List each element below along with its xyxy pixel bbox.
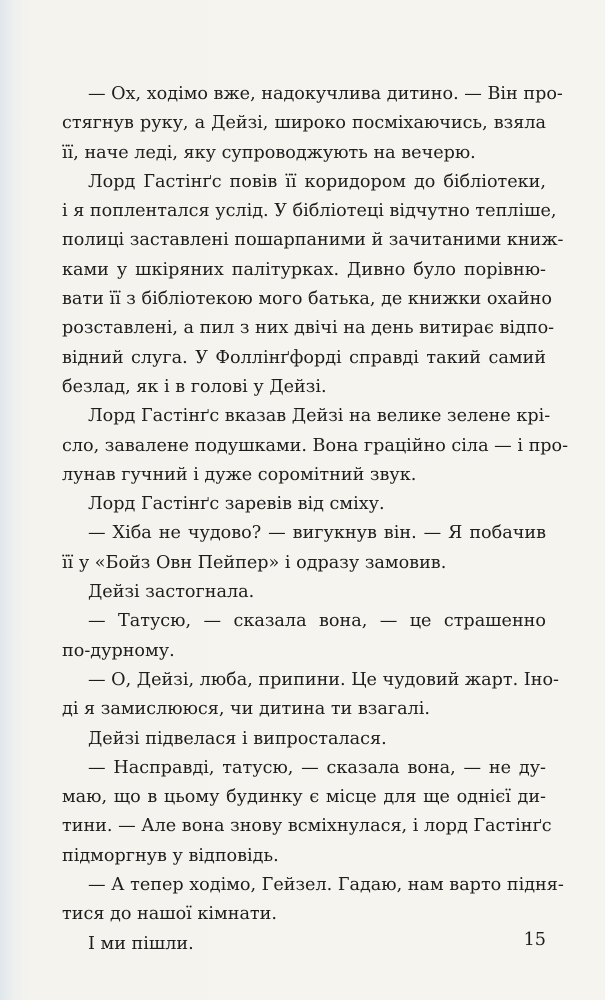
- text-line: Лорд Гастінґс вказав Дейзі на велике зелене крі-: [88, 406, 551, 427]
- text-line: безлад, як і в голові у Дейзі.: [62, 376, 327, 397]
- text-line: розставлені, а пил з них двічі на день витирає відпо-: [62, 318, 555, 339]
- text-line: — Татусю, — сказала вона, — це страшенно: [88, 611, 546, 632]
- text-line: і я поплентался услід. У бібліотеці відчутно тепліше,: [62, 201, 557, 222]
- text-line: стягнув руку, а Дейзі, широко посміхаючись, взяла: [62, 113, 546, 134]
- text-line: Дейзі підвелася і випросталася.: [88, 728, 387, 749]
- text-line: — Ох, ходімо вже, надокучлива дитино. — Він про-: [88, 84, 563, 104]
- text-line: І ми пішли.: [88, 933, 194, 954]
- text-line: вати її з бібліотекою мого батька, де книжки охайно: [62, 289, 552, 310]
- text-line: ками у шкіряних палітурках. Дивно було порівню-: [62, 259, 546, 280]
- text-line: підморгнув у відповідь.: [62, 845, 279, 866]
- text-line: ді я замислююся, чи дитина ти взагалі.: [62, 699, 430, 720]
- text-line: тини. — Але вона знову всміхнулася, і лорд Гастінґс: [62, 816, 552, 837]
- text-line: полиці заставлені пошарпаними й зачитаними книж-: [62, 230, 564, 251]
- text-line: — Хіба не чудово? — вигукнув він. — Я побачив: [88, 523, 546, 544]
- text-line: її, наче леді, яку супроводжують на вечерю.: [62, 142, 476, 163]
- page-number: 15: [523, 930, 546, 950]
- text-line: — О, Дейзі, люба, припини. Це чудовий жарт. Іно-: [88, 669, 559, 690]
- text-line: Лорд Гастінґс повів її коридором до бібліотеки,: [88, 171, 546, 192]
- text-line: лунав гучний і дуже соромітний звук.: [62, 464, 417, 485]
- text-line: Дейзі застогнала.: [88, 582, 255, 603]
- body-text: [62, 80, 569, 959]
- text-line: Лорд Гастінґс заревів від сміху.: [88, 494, 385, 515]
- text-line: по-дурному.: [62, 640, 175, 661]
- text-line: — Насправді, татусю, — сказала вона, — не ду-: [88, 757, 546, 778]
- text-line: — А тепер ходімо, Гейзел. Гадаю, нам варто підня-: [88, 875, 564, 896]
- text-line: відний слуга. У Фоллінґфорді справді такий самий: [62, 347, 546, 368]
- text-line: сло, завалене подушками. Вона граційно сіла — і про-: [62, 435, 569, 456]
- text-line: тися до нашої кімнати.: [62, 904, 277, 925]
- text-line: маю, що в цьому будинку є місце для ще однієї ди-: [62, 787, 546, 808]
- text-line: її у «Бойз Овн Пейпер» і одразу замовив.: [62, 552, 447, 573]
